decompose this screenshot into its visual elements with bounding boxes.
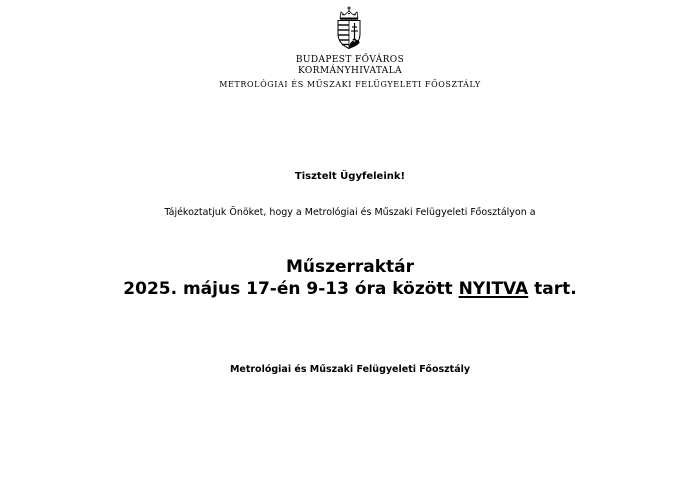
headline-hours (0, 278, 700, 300)
greeting: Tisztelt Ügyfeleink! (294, 171, 406, 182)
open-status: NYITVA (458, 279, 529, 299)
intro-text: Tájékoztatjuk Önöket, hogy a Metrológiai és Műszaki Felügyeleti Főosztályon a (164, 207, 536, 218)
hungarian-coat-of-arms-icon (331, 6, 367, 50)
office-name-line2: KORMÁNYHIVATALA (298, 66, 402, 76)
signature: Metrológiai és Műszaki Felügyeleti Főosztály (229, 364, 471, 375)
headline-hours-tail: tart. (528, 279, 577, 299)
headline-title: Műszerraktár (285, 257, 415, 277)
office-name-line1: BUDAPEST FŐVÁROS (295, 55, 405, 65)
department-header: METROLÓGIAI ÉS MŰSZAKI FELÜGYELETI FŐOSZTÁLY (219, 80, 481, 89)
headline-hours-text: 2025. május 17-én 9-13 óra között (123, 279, 459, 299)
